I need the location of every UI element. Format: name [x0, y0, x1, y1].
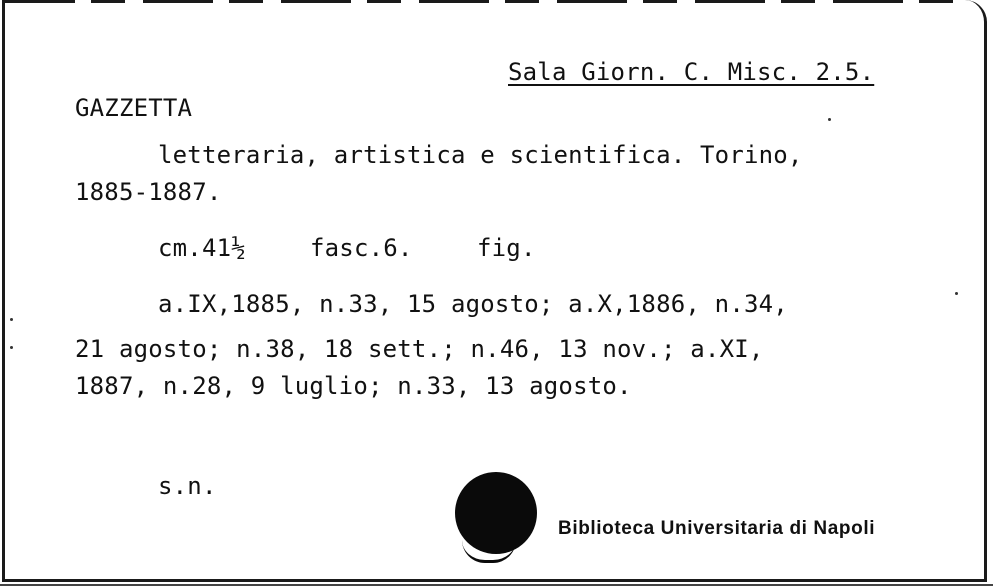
title-line-1: letteraria, artistica e scientifica. Torino,: [158, 141, 803, 169]
library-stamp-label: Biblioteca Universitaria di Napoli: [558, 518, 876, 539]
shelfmark: Sala Giorn. C. Misc. 2.5.: [508, 58, 875, 86]
card-top-edge: [5, 0, 965, 3]
scan-speck: [10, 346, 13, 349]
holdings-line-3: 1887, n.28, 9 luglio; n.33, 13 agosto.: [75, 372, 632, 400]
holdings-line-2: 21 agosto; n.38, 18 sett.; n.46, 13 nov.; a.XI,: [75, 335, 764, 363]
scan-speck: [828, 118, 831, 121]
scan-speck: [955, 292, 958, 295]
title-line-2: 1885-1887.: [75, 178, 222, 206]
publisher-note: s.n.: [158, 472, 217, 500]
holdings-line-1: a.IX,1885, n.33, 15 agosto; a.X,1886, n.34,: [158, 290, 788, 318]
format-fasc: fasc.6.: [310, 234, 413, 262]
card-bottom-rule: [0, 584, 993, 586]
scan-speck: [10, 318, 13, 321]
format-fig: fig.: [477, 234, 536, 262]
format-size: cm.41½: [158, 234, 246, 262]
card-heading: GAZZETTA: [75, 94, 193, 122]
